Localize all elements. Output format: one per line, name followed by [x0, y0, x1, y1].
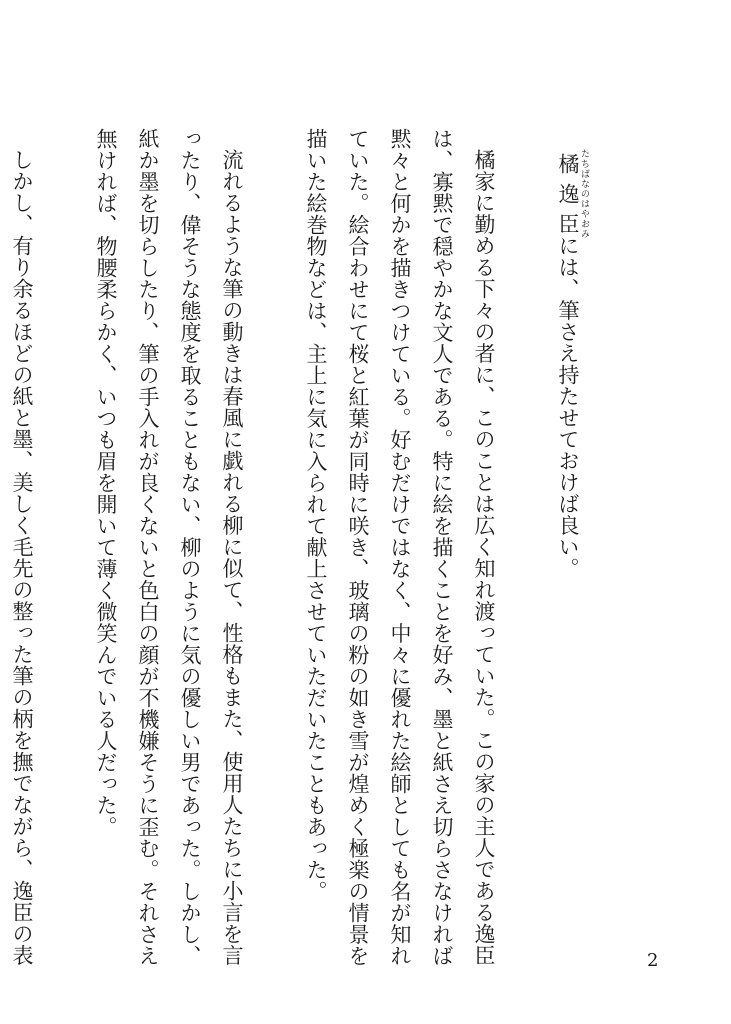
paragraph-3: 流れるような筆の動きは春風に戯れる柳に似て、性格もまた、使用人たちに小言を言ったり、偉そうな態度を取ることもない、柳のように気の優しい男であった。しかし、紙か墨を切らしたり、筆の手入れが良くないと色白の顔が不機嫌そうに歪む。それさえ無ければ、物腰柔らかく、いつも眉を開いて薄く微笑んでいる人だった。: [94, 128, 244, 967]
paragraph-4: しかし、有り余るほどの紙と墨、美しく毛先の整った筆の柄を撫でながら、逸臣の表: [10, 149, 34, 966]
ruby-reading: たちばなのはやおみ: [579, 149, 589, 239]
paragraph-1-text: には、筆さえ持たせておけば良い。: [556, 235, 580, 579]
paragraph-1: [547, 128, 589, 968]
name-ruby: [556, 149, 589, 239]
page-number: 2: [647, 950, 659, 971]
vertical-text-body: [0, 128, 631, 968]
ruby-base: 橘逸臣: [556, 149, 580, 239]
paragraph-2: 橘家に勤める下々の者に、このことは広く知れ渡っていた。この家の主人である逸臣は、寡黙で穏やかな文人である。特に絵を描くことを好み、墨と紙さえ切らさなければ黙々と何かを描きつけている。好むだけではなく、中々に優れた絵師としても名が知れていた。絵合わせにて桜と紅葉が同時に咲き、玻璃の粉の如き雪が煌めく極楽の情景を描いた絵巻物などは、主上に気に入られて献上させていただいたこともあった。: [304, 128, 496, 967]
